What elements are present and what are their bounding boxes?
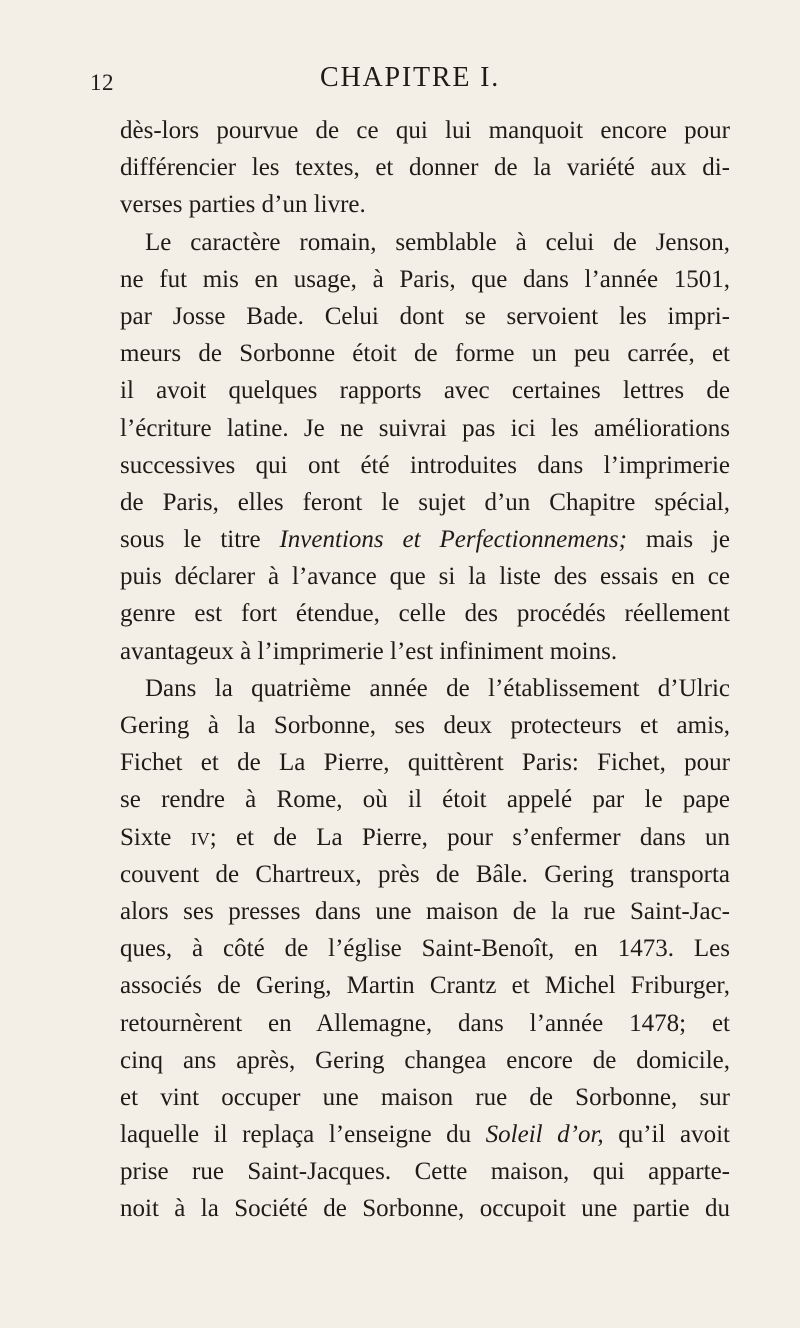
running-head: CHAPITRE I. (319, 62, 501, 93)
text-line: verses parties d’un livre. (120, 191, 366, 219)
text-line: par Josse Bade. Celui dont se servoient les impri- (120, 302, 730, 330)
text-line: et vint occuper une maison rue de Sorbonne, sur (120, 1083, 730, 1111)
text-segment: laquelle il replaça l’enseigne du (120, 1121, 486, 1149)
text-segment: Sixte (120, 823, 191, 851)
text-line: noit à la Société de Sorbonne, occupoit une partie du (120, 1195, 730, 1223)
text-line: cinq ans après, Gering changea encore de domicile, (120, 1046, 730, 1074)
shop-sign-name: Soleil d’or, (485, 1121, 604, 1149)
text-line: genre est fort étendue, celle des procédés réellement (120, 600, 730, 628)
text-line (120, 1116, 730, 1153)
text-segment: sous le titre (120, 526, 280, 554)
body-text (120, 112, 730, 1228)
page-number: 12 (90, 70, 114, 95)
text-line: couvent de Chartreux, près de Bâle. Gering transporta (120, 860, 730, 888)
page-header (90, 60, 730, 100)
text-line: Fichet et de La Pierre, quittèrent Paris: Fichet, pour (120, 749, 730, 777)
text-line: meurs de Sorbonne étoit de forme un peu carrée, et (120, 340, 730, 368)
text-line: de Paris, elles feront le sujet d’un Chapitre spécial, (120, 488, 730, 516)
text-line: avantageux à l’imprimerie l’est infiniment moins. (120, 637, 618, 665)
text-line: se rendre à Rome, où il étoit appelé par le pape (120, 786, 730, 814)
text-line: Dans la quatrième année de l’établissement d’Ulric (145, 674, 730, 702)
text-line: Le caractère romain, semblable à celui de Jenson, (145, 228, 730, 256)
text-segment: qu’il avoit (603, 1121, 730, 1149)
text-line (120, 521, 730, 558)
text-line: prise rue Saint-Jacques. Cette maison, qui apparte- (120, 1158, 730, 1186)
text-line: associés de Gering, Martin Crantz et Michel Friburger, (120, 972, 730, 1000)
text-line: ne fut mis en usage, à Paris, que dans l’année 1501, (120, 265, 730, 293)
book-title: Inventions et Perfectionnemens; (279, 526, 627, 554)
text-segment: mais je (626, 526, 730, 554)
text-line: dès-lors pourvue de ce qui lui manquoit encore pour (120, 117, 730, 144)
regnal-number: iv (190, 823, 210, 851)
text-line: ques, à côté de l’église Saint-Benoît, en 1473. Les (120, 935, 730, 963)
text-line: l’écriture latine. Je ne suivrai pas ici les améliorations (120, 414, 730, 442)
text-line (120, 819, 730, 856)
text-line: il avoit quelques rapports avec certaines lettres de (120, 377, 730, 405)
text-segment: ; et de La Pierre, pour s’enfermer dans un (209, 823, 730, 851)
text-line: Gering à la Sorbonne, ses deux protecteurs et amis, (120, 712, 730, 739)
text-line: différencier les textes, et donner de la variété aux di- (120, 154, 730, 182)
text-line: retournèrent en Allemagne, dans l’année 1478; et (120, 1009, 730, 1037)
text-line: alors ses presses dans une maison de la rue Saint-Jac- (120, 897, 730, 925)
text-line: successives qui ont été introduites dans l’imprimerie (120, 451, 730, 479)
text-line: puis déclarer à l’avance que si la liste des essais en ce (120, 563, 730, 591)
